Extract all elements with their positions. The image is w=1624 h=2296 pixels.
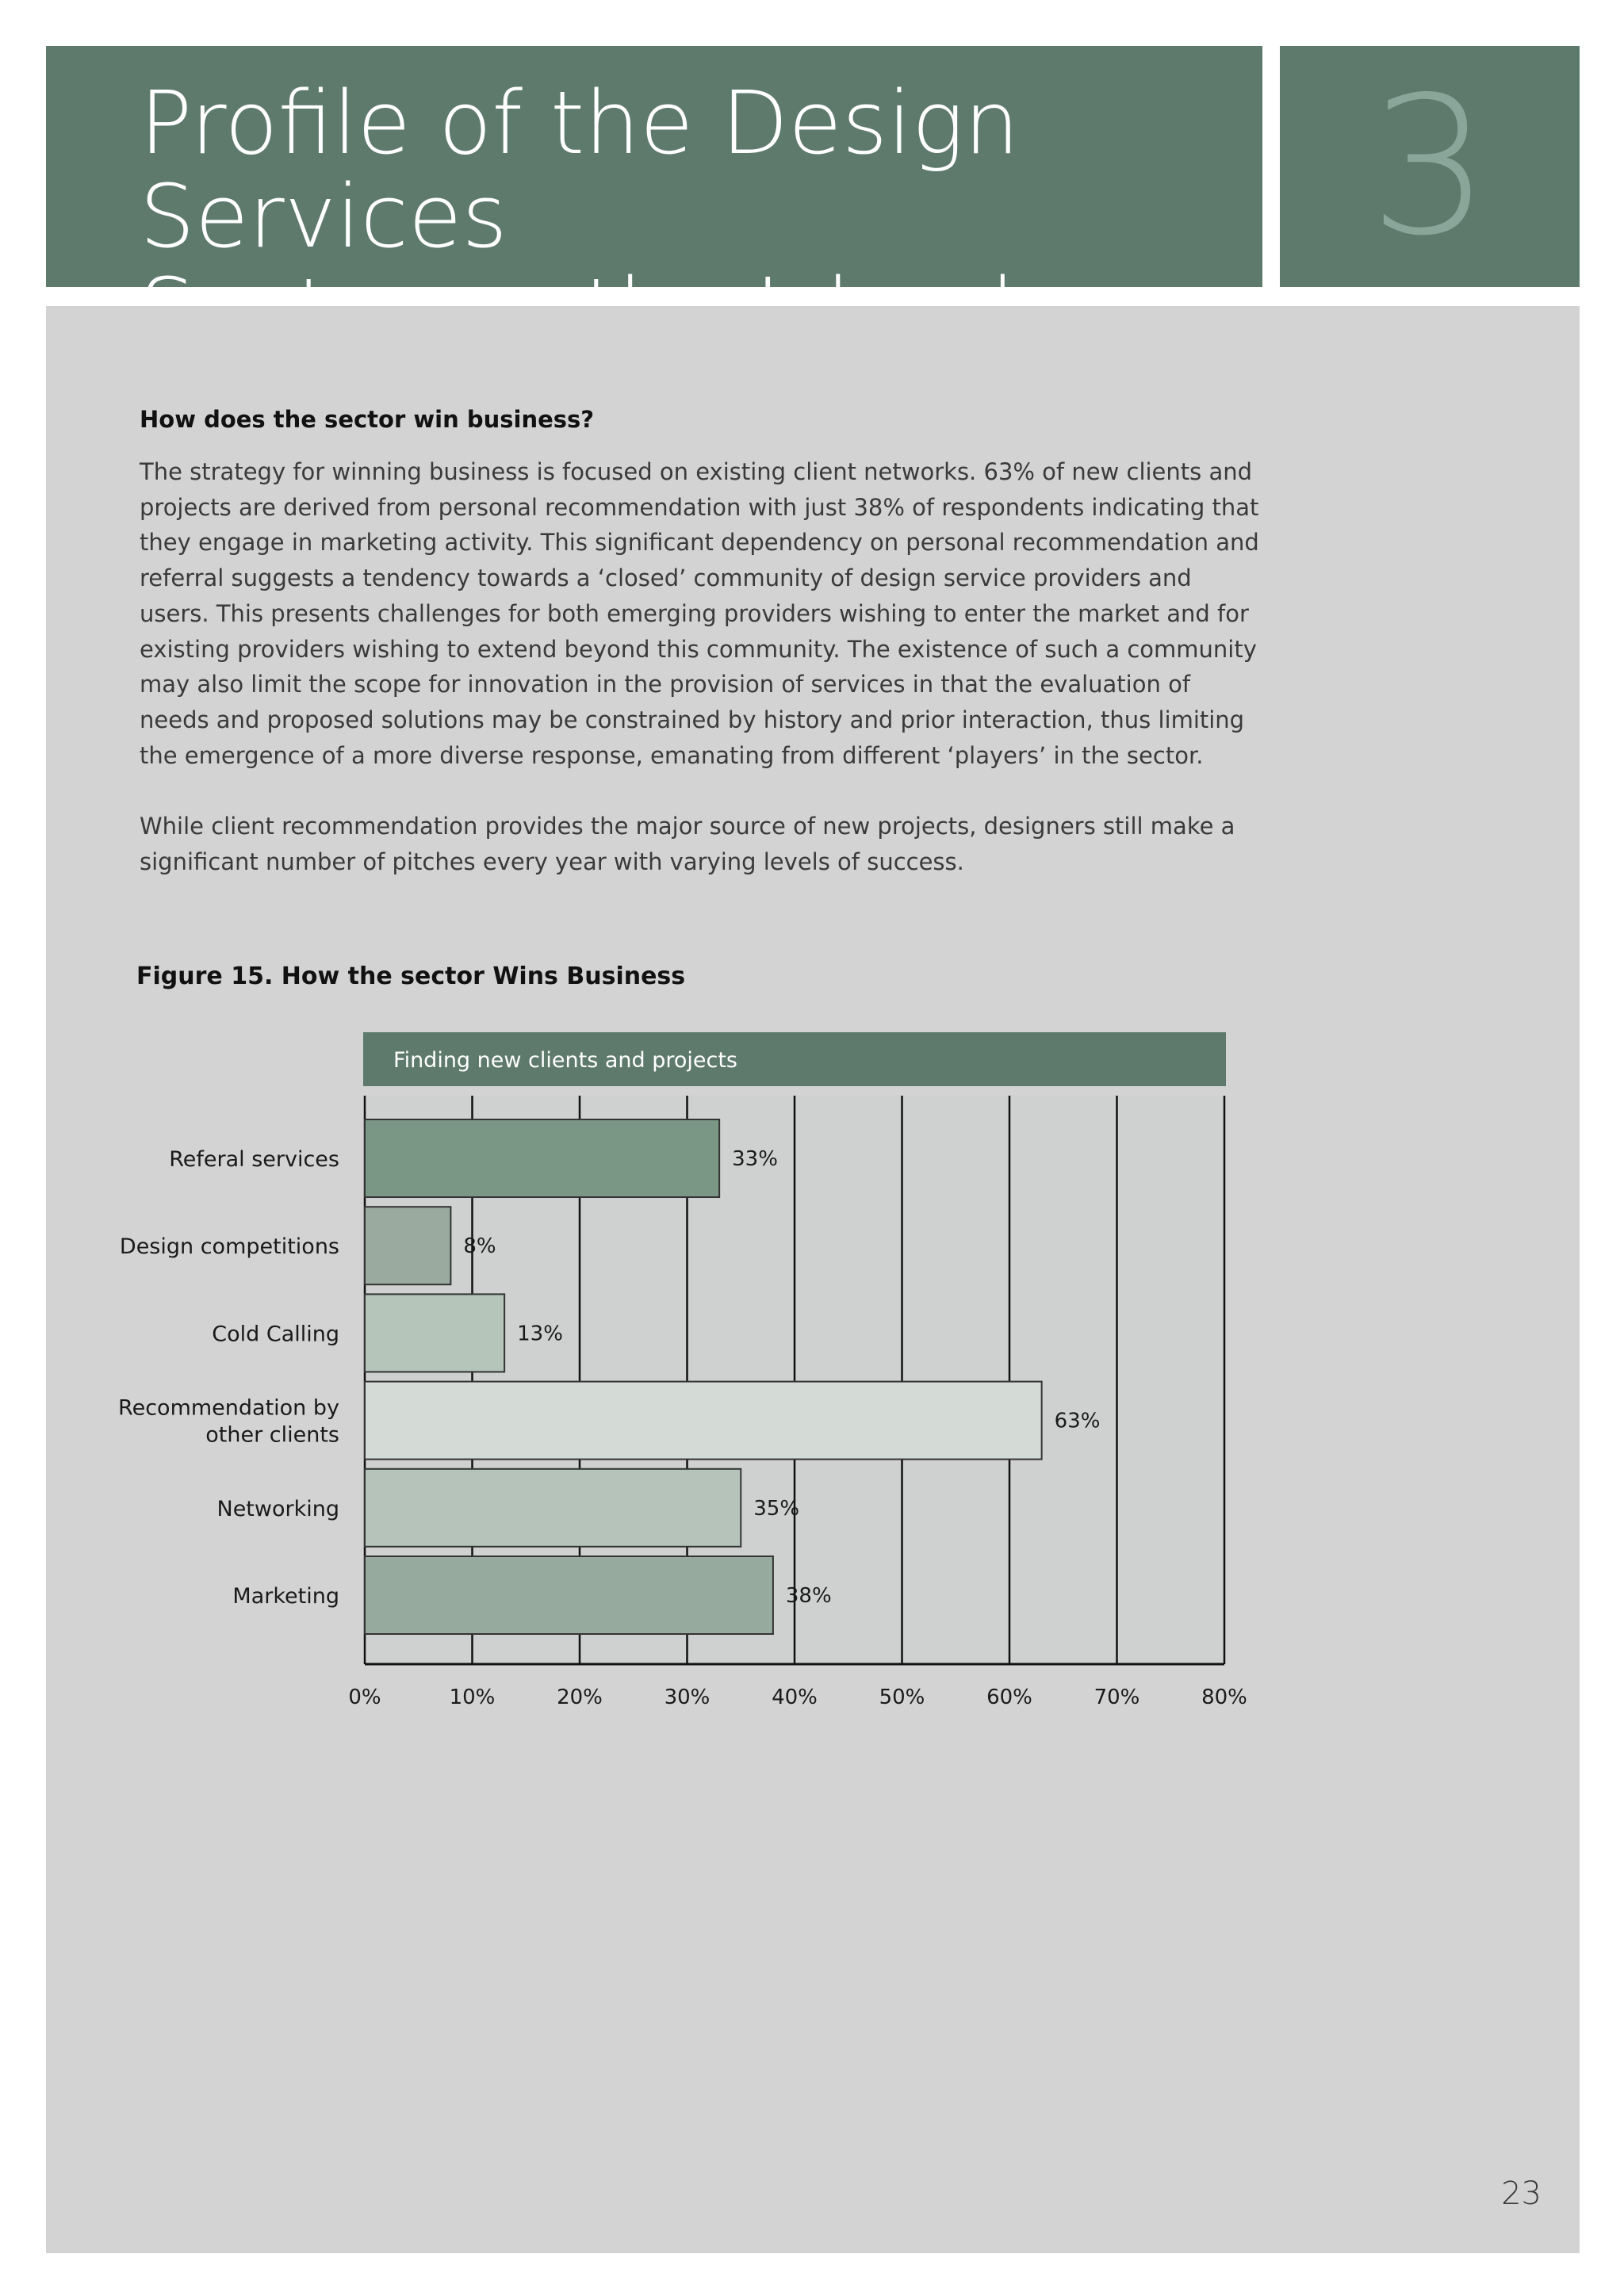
bar (365, 1556, 773, 1634)
x-tick-label: 40% (772, 1686, 818, 1709)
page-number: 23 (1501, 2175, 1542, 2212)
bar (365, 1207, 450, 1284)
data-label: 13% (517, 1322, 563, 1346)
category-label: Networking (216, 1496, 339, 1521)
bar (365, 1119, 719, 1197)
bar (365, 1382, 1042, 1460)
section-heading: How does the sector win business? (140, 406, 595, 433)
x-tick-label: 30% (664, 1686, 710, 1709)
data-label: 8% (463, 1234, 496, 1259)
data-label: 38% (785, 1584, 832, 1608)
chapter-title-line-1: Profile of the Design Services (140, 72, 1020, 267)
x-tick-label: 80% (1201, 1686, 1247, 1709)
chart-title: Finding new clients and projects (393, 1048, 738, 1073)
category-label: Referal services (169, 1147, 339, 1172)
x-tick-label: 70% (1094, 1686, 1140, 1709)
x-tick-label: 0% (348, 1686, 381, 1709)
data-label: 33% (732, 1147, 778, 1171)
bar (365, 1294, 504, 1372)
x-tick-label: 10% (449, 1686, 496, 1709)
body-paragraph-1: The strategy for winning business is focused on existing client networks. 63% of new clients and projects are derived from personal recommendation with just 38% of respondents indicating that they engage in marketing activity. This significant dependency on personal recommendation and referral suggests a tendency towards a ‘closed’ community of design service providers and users. This presents challenges for both emerging providers wishing to enter the market and for existing providers wishing to extend beyond this community. The existence of such a community may also limit the scope for innovation in the provision of services in that the evaluation of needs and proposed solutions may be constrained by history and prior interaction, thus limiting the emergence of a more diverse response, emanating from different ‘players’ in the sector. (140, 458, 1259, 769)
category-label: Design competitions (119, 1234, 339, 1260)
chapter-number: 3 (1369, 55, 1491, 277)
data-label: 35% (753, 1496, 800, 1521)
x-tick-label: 20% (557, 1686, 603, 1709)
category-label: Cold Calling (212, 1322, 339, 1347)
body-paragraph-2: While client recommendation provides the major source of new projects, designers still make a significant number of pitches every year with varying levels of success. (140, 813, 1235, 875)
x-tick-label: 60% (986, 1686, 1032, 1709)
x-tick-label: 50% (879, 1686, 925, 1709)
category-label: Recommendation by other clients (118, 1395, 339, 1448)
bar (365, 1469, 741, 1547)
data-label: 63% (1054, 1409, 1101, 1433)
category-label: Marketing (232, 1584, 339, 1609)
figure-caption: Figure 15. How the sector Wins Business (136, 962, 686, 990)
